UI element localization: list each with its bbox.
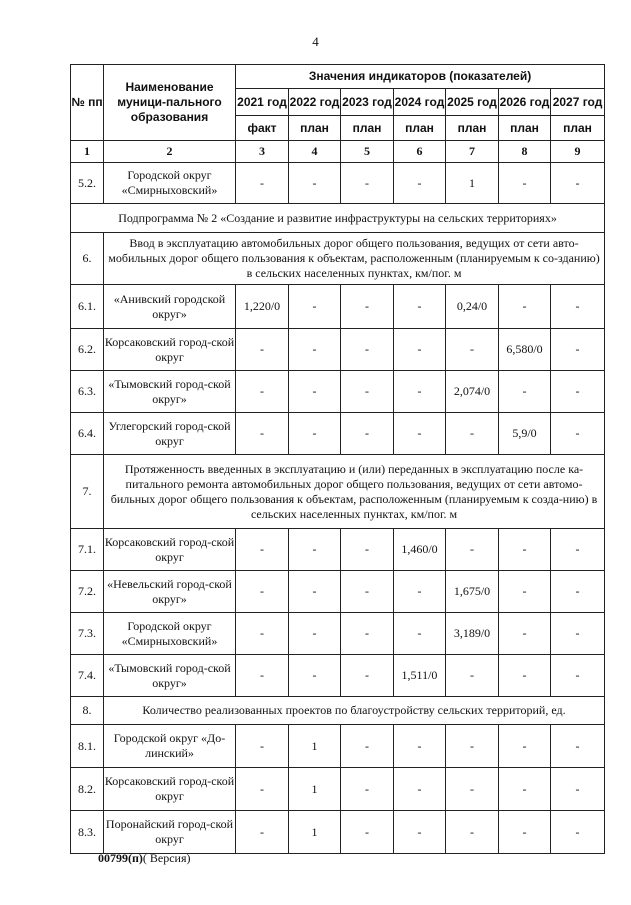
indicator-value: - xyxy=(289,163,341,204)
indicator-value: - xyxy=(551,613,605,655)
indicator-value: - xyxy=(236,725,289,768)
indicator-value: - xyxy=(551,768,605,811)
indicator-value: - xyxy=(236,811,289,854)
indicator-value: - xyxy=(551,725,605,768)
indicator-value: - xyxy=(551,371,605,413)
indicator-value: - xyxy=(341,413,394,455)
table-row xyxy=(71,329,605,371)
table-row xyxy=(71,613,605,655)
indicator-value: - xyxy=(499,163,551,204)
indicator-value: - xyxy=(394,613,446,655)
table-row xyxy=(71,529,605,571)
document-code: 00799(п) xyxy=(98,851,143,865)
column-number: 9 xyxy=(551,141,605,163)
indicator-value: 1,511/0 xyxy=(394,655,446,697)
indicator-value: - xyxy=(289,571,341,613)
indicator-value: 1 xyxy=(289,768,341,811)
indicator-value: - xyxy=(341,285,394,329)
table-row xyxy=(71,768,605,811)
row-number: 7.1. xyxy=(71,529,104,571)
table-row xyxy=(71,204,605,233)
table-body xyxy=(71,65,605,854)
indicator-value: - xyxy=(341,571,394,613)
indicator-value: - xyxy=(551,163,605,204)
indicator-value: - xyxy=(236,768,289,811)
header-num: № пп xyxy=(71,65,104,141)
indicator-value: - xyxy=(551,285,605,329)
column-number: 5 xyxy=(341,141,394,163)
indicator-value: - xyxy=(341,371,394,413)
column-number: 6 xyxy=(394,141,446,163)
column-number: 1 xyxy=(71,141,104,163)
row-number: 7.3. xyxy=(71,613,104,655)
indicator-value: - xyxy=(341,329,394,371)
municipality-name: Поронайский город-ской округ xyxy=(104,811,236,854)
indicator-value: - xyxy=(289,655,341,697)
indicator-value: - xyxy=(236,613,289,655)
indicator-value: - xyxy=(446,811,499,854)
header-kind: план xyxy=(499,116,551,141)
row-number: 6.1. xyxy=(71,285,104,329)
header-kind: факт xyxy=(236,116,289,141)
row-number: 5.2. xyxy=(71,163,104,204)
indicator-value: - xyxy=(499,285,551,329)
indicator-value: - xyxy=(394,768,446,811)
indicator-title: Протяженность введенных в эксплуатацию и (или) переданных в эксплуатацию после ка-питального ремонта автомобильных дорог общего пользования, ведущих от сети автомо-бильных дорог общего пользования к объектам, расположенным (планируемым к созда-нию) в сельских населенных пунктах, км/пог. м xyxy=(104,455,605,529)
document-version: ( Версия) xyxy=(142,851,191,865)
header-year: 2025 год xyxy=(446,89,499,116)
indicator-value: - xyxy=(394,725,446,768)
indicator-value: - xyxy=(236,371,289,413)
column-number: 2 xyxy=(104,141,236,163)
municipality-name: Корсаковский город-ской округ xyxy=(104,529,236,571)
header-kind: план xyxy=(394,116,446,141)
indicator-value: - xyxy=(446,768,499,811)
municipality-name: «Тымовский город-ской округ» xyxy=(104,655,236,697)
indicator-value: - xyxy=(289,285,341,329)
municipality-name: Корсаковский город-ской округ xyxy=(104,768,236,811)
indicator-value: - xyxy=(236,329,289,371)
indicator-value: - xyxy=(394,329,446,371)
indicator-value: - xyxy=(446,413,499,455)
indicator-value: - xyxy=(236,163,289,204)
header-year: 2027 год xyxy=(551,89,605,116)
indicator-value: - xyxy=(394,163,446,204)
header-kind: план xyxy=(289,116,341,141)
indicator-value: - xyxy=(499,811,551,854)
indicator-value: - xyxy=(551,655,605,697)
table-row xyxy=(71,413,605,455)
indicator-value: - xyxy=(446,329,499,371)
indicator-value: - xyxy=(499,768,551,811)
indicator-value: - xyxy=(289,329,341,371)
indicator-value: - xyxy=(551,529,605,571)
header-kind: план xyxy=(341,116,394,141)
indicator-value: - xyxy=(446,655,499,697)
table-row xyxy=(71,371,605,413)
indicator-value: 3,189/0 xyxy=(446,613,499,655)
header-year: 2021 год xyxy=(236,89,289,116)
indicator-value: - xyxy=(289,371,341,413)
row-number: 6. xyxy=(71,233,104,285)
column-number: 7 xyxy=(446,141,499,163)
indicator-value: - xyxy=(499,725,551,768)
indicator-value: - xyxy=(499,613,551,655)
indicator-value: - xyxy=(394,413,446,455)
indicator-value: - xyxy=(446,529,499,571)
indicator-value: - xyxy=(394,285,446,329)
indicator-value: - xyxy=(499,529,551,571)
subprogram-title: Подпрограмма № 2 «Создание и развитие инфраструктуры на сельских территориях» xyxy=(71,204,605,233)
header-name: Наименование муници-пального образования xyxy=(104,65,236,141)
row-number: 6.2. xyxy=(71,329,104,371)
indicator-value: - xyxy=(394,811,446,854)
municipality-name: Углегорский город-ской округ xyxy=(104,413,236,455)
table-row xyxy=(71,233,605,285)
table-row xyxy=(71,655,605,697)
indicator-value: - xyxy=(341,725,394,768)
indicator-value: - xyxy=(289,529,341,571)
indicator-value: - xyxy=(341,163,394,204)
row-number: 8. xyxy=(71,697,104,725)
municipality-name: Городской округ «Смирныховский» xyxy=(104,163,236,204)
indicator-value: 5,9/0 xyxy=(499,413,551,455)
indicator-value: 1,220/0 xyxy=(236,285,289,329)
municipality-name: Городской округ «Смирныховский» xyxy=(104,613,236,655)
indicator-value: - xyxy=(341,768,394,811)
indicator-value: - xyxy=(551,571,605,613)
indicator-value: - xyxy=(236,571,289,613)
table-row xyxy=(71,571,605,613)
municipality-name: Корсаковский город-ской округ xyxy=(104,329,236,371)
indicator-value: - xyxy=(551,811,605,854)
header-values-group: Значения индикаторов (показателей) xyxy=(236,65,605,89)
indicator-value: 0,24/0 xyxy=(446,285,499,329)
indicator-title: Количество реализованных проектов по благоустройству сельских территорий, ед. xyxy=(104,697,605,725)
municipality-name: «Анивский городской округ» xyxy=(104,285,236,329)
table-row xyxy=(71,455,605,529)
row-number: 8.2. xyxy=(71,768,104,811)
document-footer xyxy=(98,851,191,866)
table-row xyxy=(71,285,605,329)
header-year: 2023 год xyxy=(341,89,394,116)
header-kind: план xyxy=(551,116,605,141)
indicator-value: - xyxy=(446,725,499,768)
header-column-numbers-row xyxy=(71,141,605,163)
table-row xyxy=(71,725,605,768)
indicator-value: - xyxy=(289,613,341,655)
indicator-value: - xyxy=(341,655,394,697)
municipality-name: «Тымовский город-ской округ» xyxy=(104,371,236,413)
table-row xyxy=(71,163,605,204)
indicator-value: - xyxy=(499,571,551,613)
indicator-value: - xyxy=(394,371,446,413)
municipality-name: «Невельский город-ской округ» xyxy=(104,571,236,613)
indicator-value: - xyxy=(341,529,394,571)
indicator-value: - xyxy=(499,371,551,413)
indicator-value: - xyxy=(236,655,289,697)
indicator-value: - xyxy=(236,413,289,455)
indicator-value: - xyxy=(289,413,341,455)
indicator-value: 6,580/0 xyxy=(499,329,551,371)
row-number: 6.3. xyxy=(71,371,104,413)
column-number: 4 xyxy=(289,141,341,163)
indicator-value: - xyxy=(341,613,394,655)
municipality-name: Городской округ «До-линский» xyxy=(104,725,236,768)
indicator-value: - xyxy=(341,811,394,854)
header-kind: план xyxy=(446,116,499,141)
indicator-title: Ввод в эксплуатацию автомобильных дорог общего пользования, ведущих от сети авто-мобильных дорог общего пользования к объектам, расположенным (планируемым к со-зданию) в сельских населенных пунктах, км/пог. м xyxy=(104,233,605,285)
table-row xyxy=(71,697,605,725)
indicator-value: 2,074/0 xyxy=(446,371,499,413)
indicators-table xyxy=(70,64,605,854)
indicator-value: - xyxy=(394,571,446,613)
row-number: 6.4. xyxy=(71,413,104,455)
row-number: 8.3. xyxy=(71,811,104,854)
table-row xyxy=(71,811,605,854)
header-year: 2022 год xyxy=(289,89,341,116)
indicator-value: 1 xyxy=(289,725,341,768)
page-number: 4 xyxy=(312,34,319,49)
row-number: 8.1. xyxy=(71,725,104,768)
indicator-value: 1,460/0 xyxy=(394,529,446,571)
column-number: 8 xyxy=(499,141,551,163)
column-number: 3 xyxy=(236,141,289,163)
row-number: 7. xyxy=(71,455,104,529)
row-number: 7.2. xyxy=(71,571,104,613)
indicator-value: 1 xyxy=(289,811,341,854)
indicator-value: - xyxy=(499,655,551,697)
indicator-value: - xyxy=(551,413,605,455)
indicator-value: 1,675/0 xyxy=(446,571,499,613)
indicator-value: 1 xyxy=(446,163,499,204)
indicator-value: - xyxy=(551,329,605,371)
indicator-value: - xyxy=(236,529,289,571)
row-number: 7.4. xyxy=(71,655,104,697)
header-year: 2024 год xyxy=(394,89,446,116)
header-year: 2026 год xyxy=(499,89,551,116)
